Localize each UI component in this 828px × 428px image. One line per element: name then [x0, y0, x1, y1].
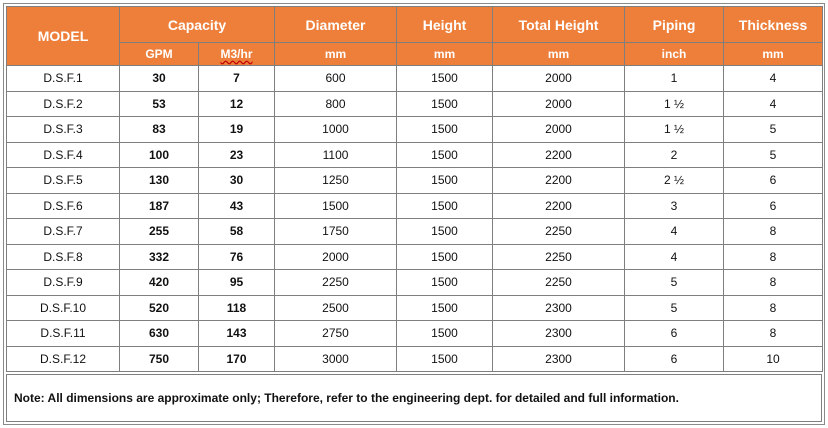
cell-diameter: 600 [275, 66, 397, 92]
cell-model: D.S.F.2 [7, 91, 120, 117]
cell-m3hr: 19 [199, 117, 275, 143]
table-row [7, 168, 823, 194]
cell-total-height: 2250 [493, 219, 625, 245]
cell-total-height: 2000 [493, 66, 625, 92]
cell-thickness: 8 [724, 295, 823, 321]
table-row [7, 270, 823, 296]
cell-model: D.S.F.11 [7, 321, 120, 347]
cell-m3hr: 7 [199, 66, 275, 92]
unit-gpm: GPM [120, 43, 199, 66]
cell-diameter: 1500 [275, 193, 397, 219]
cell-model: D.S.F.6 [7, 193, 120, 219]
cell-total-height: 2200 [493, 168, 625, 194]
unit-piping: inch [625, 43, 724, 66]
cell-m3hr: 12 [199, 91, 275, 117]
cell-gpm: 630 [120, 321, 199, 347]
header-thickness: Thickness [724, 7, 823, 43]
cell-model: D.S.F.5 [7, 168, 120, 194]
table-row [7, 321, 823, 347]
cell-model: D.S.F.7 [7, 219, 120, 245]
cell-piping: 5 [625, 270, 724, 296]
cell-total-height: 2300 [493, 346, 625, 372]
cell-thickness: 6 [724, 168, 823, 194]
unit-height: mm [397, 43, 493, 66]
cell-model: D.S.F.4 [7, 142, 120, 168]
cell-gpm: 332 [120, 244, 199, 270]
cell-total-height: 2250 [493, 244, 625, 270]
cell-diameter: 2750 [275, 321, 397, 347]
cell-height: 1500 [397, 168, 493, 194]
table-row [7, 142, 823, 168]
cell-piping: 2 ½ [625, 168, 724, 194]
cell-total-height: 2250 [493, 270, 625, 296]
table-body [7, 66, 823, 372]
cell-model: D.S.F.10 [7, 295, 120, 321]
cell-gpm: 187 [120, 193, 199, 219]
cell-thickness: 8 [724, 244, 823, 270]
cell-diameter: 2000 [275, 244, 397, 270]
cell-height: 1500 [397, 66, 493, 92]
header-height: Height [397, 7, 493, 43]
cell-height: 1500 [397, 270, 493, 296]
cell-height: 1500 [397, 193, 493, 219]
header-diameter: Diameter [275, 7, 397, 43]
cell-m3hr: 95 [199, 270, 275, 296]
cell-piping: 3 [625, 193, 724, 219]
cell-diameter: 2250 [275, 270, 397, 296]
cell-model: D.S.F.9 [7, 270, 120, 296]
cell-thickness: 4 [724, 66, 823, 92]
table-row [7, 219, 823, 245]
cell-total-height: 2000 [493, 117, 625, 143]
cell-piping: 6 [625, 321, 724, 347]
cell-m3hr: 143 [199, 321, 275, 347]
cell-gpm: 30 [120, 66, 199, 92]
cell-piping: 5 [625, 295, 724, 321]
cell-total-height: 2200 [493, 142, 625, 168]
header-model: MODEL [7, 7, 120, 66]
cell-thickness: 10 [724, 346, 823, 372]
cell-m3hr: 30 [199, 168, 275, 194]
cell-diameter: 1250 [275, 168, 397, 194]
cell-gpm: 750 [120, 346, 199, 372]
table-row [7, 295, 823, 321]
cell-m3hr: 58 [199, 219, 275, 245]
cell-piping: 4 [625, 219, 724, 245]
table-row [7, 117, 823, 143]
cell-diameter: 2500 [275, 295, 397, 321]
table-row [7, 346, 823, 372]
cell-total-height: 2000 [493, 91, 625, 117]
cell-height: 1500 [397, 244, 493, 270]
cell-thickness: 8 [724, 219, 823, 245]
cell-m3hr: 170 [199, 346, 275, 372]
cell-m3hr: 23 [199, 142, 275, 168]
footnote [6, 374, 822, 422]
cell-total-height: 2300 [493, 295, 625, 321]
spec-table [6, 6, 823, 372]
cell-m3hr: 43 [199, 193, 275, 219]
cell-piping: 6 [625, 346, 724, 372]
cell-diameter: 1100 [275, 142, 397, 168]
table-row [7, 193, 823, 219]
cell-total-height: 2300 [493, 321, 625, 347]
cell-diameter: 3000 [275, 346, 397, 372]
table-row [7, 244, 823, 270]
cell-thickness: 8 [724, 321, 823, 347]
cell-gpm: 53 [120, 91, 199, 117]
cell-piping: 2 [625, 142, 724, 168]
unit-m3hr-label: M3/hr [220, 47, 253, 61]
cell-gpm: 130 [120, 168, 199, 194]
cell-height: 1500 [397, 219, 493, 245]
cell-height: 1500 [397, 142, 493, 168]
cell-model: D.S.F.12 [7, 346, 120, 372]
unit-m3hr [199, 43, 275, 66]
cell-height: 1500 [397, 346, 493, 372]
cell-height: 1500 [397, 91, 493, 117]
unit-diameter: mm [275, 43, 397, 66]
cell-diameter: 800 [275, 91, 397, 117]
cell-thickness: 5 [724, 142, 823, 168]
spec-sheet [3, 3, 825, 425]
cell-height: 1500 [397, 321, 493, 347]
cell-thickness: 5 [724, 117, 823, 143]
header-piping: Piping [625, 7, 724, 43]
cell-piping: 1 ½ [625, 91, 724, 117]
unit-thickness: mm [724, 43, 823, 66]
table-header [7, 7, 823, 66]
cell-height: 1500 [397, 117, 493, 143]
cell-piping: 4 [625, 244, 724, 270]
cell-height: 1500 [397, 295, 493, 321]
cell-gpm: 83 [120, 117, 199, 143]
cell-thickness: 6 [724, 193, 823, 219]
cell-piping: 1 [625, 66, 724, 92]
cell-diameter: 1000 [275, 117, 397, 143]
cell-piping: 1 ½ [625, 117, 724, 143]
cell-m3hr: 118 [199, 295, 275, 321]
unit-total-height: mm [493, 43, 625, 66]
cell-model: D.S.F.8 [7, 244, 120, 270]
cell-total-height: 2200 [493, 193, 625, 219]
cell-gpm: 100 [120, 142, 199, 168]
cell-gpm: 520 [120, 295, 199, 321]
cell-m3hr: 76 [199, 244, 275, 270]
header-capacity: Capacity [120, 7, 275, 43]
header-total-height: Total Height [493, 7, 625, 43]
cell-gpm: 420 [120, 270, 199, 296]
cell-diameter: 1750 [275, 219, 397, 245]
cell-model: D.S.F.1 [7, 66, 120, 92]
cell-thickness: 8 [724, 270, 823, 296]
cell-gpm: 255 [120, 219, 199, 245]
footnote-text: Note: All dimensions are approximate only; Therefore, refer to the engineering dept. for detailed and full information. [14, 391, 679, 405]
cell-thickness: 4 [724, 91, 823, 117]
table-row [7, 91, 823, 117]
cell-model: D.S.F.3 [7, 117, 120, 143]
table-row [7, 66, 823, 92]
